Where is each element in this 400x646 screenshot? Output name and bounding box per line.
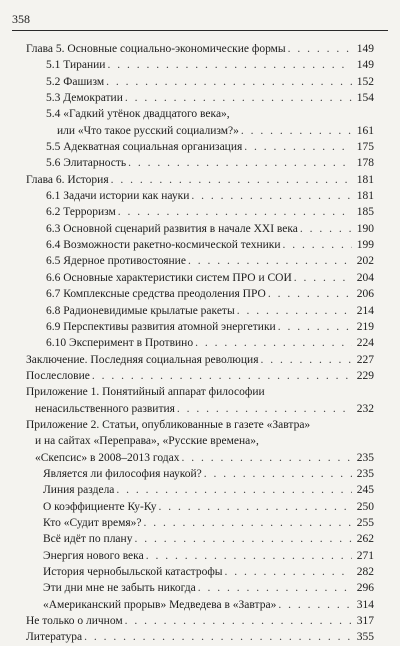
toc-entry-page: 245 [356, 484, 374, 497]
toc-entry-page: 185 [356, 206, 374, 219]
toc-dot-leader [107, 57, 352, 73]
header-rule [12, 30, 388, 31]
toc-entry-page: 229 [356, 369, 374, 382]
toc-entry [26, 482, 374, 498]
toc-dot-leader [288, 41, 352, 57]
toc-entry-page: 154 [356, 92, 374, 105]
toc-dot-leader [300, 221, 352, 237]
toc-entry [26, 123, 374, 139]
toc-entry-page: 317 [356, 615, 374, 628]
toc-entry-page: 255 [356, 516, 374, 529]
toc-entry-page: 206 [356, 288, 374, 301]
toc-entry-page: 181 [356, 173, 374, 186]
toc-entry-title: 6.2 Терроризм [46, 206, 116, 219]
toc-entry-title: 6.3 Основной сценарий развития в начале XXI века [46, 222, 298, 235]
toc-entry [26, 270, 374, 286]
toc-entry-page: 355 [356, 631, 374, 644]
toc-entry [26, 580, 374, 596]
toc-dot-leader [244, 139, 352, 155]
toc-entry [26, 433, 374, 449]
toc-entry-title: Заключение. Последняя социальная революция [26, 353, 259, 366]
toc-dot-leader [204, 466, 352, 482]
toc-entry-page: 202 [356, 255, 374, 268]
toc-entry-page: 235 [356, 451, 374, 464]
toc-entry-title: 5.5 Адекватная социальная организация [46, 141, 243, 154]
toc-dot-leader [195, 335, 352, 351]
toc-entry-title: 5.6 Элитарность [46, 157, 127, 170]
toc-entry-title: История чернобыльской катастрофы [43, 566, 223, 578]
toc-entry-title: 6.4 Возможности ракетно-космической техники [46, 239, 281, 252]
toc-dot-leader [125, 613, 352, 629]
toc-entry [26, 90, 374, 106]
toc-entry [26, 237, 374, 253]
toc-entry-title: 6.7 Комплексные средства преодоления ПРО [46, 288, 266, 301]
toc-entry-page: 149 [356, 43, 374, 55]
toc-dot-leader [191, 188, 352, 204]
toc-dot-leader [237, 303, 352, 319]
toc-dot-leader [294, 270, 352, 286]
toc-entry [26, 303, 374, 319]
toc-dot-leader [278, 597, 352, 613]
toc-entry [26, 417, 374, 433]
toc-entry-page: 282 [356, 566, 374, 578]
toc-dot-leader [134, 531, 352, 547]
toc-entry-page: 199 [356, 239, 374, 252]
toc-entry-title: 5.3 Демократии [46, 92, 123, 105]
toc-entry [26, 319, 374, 335]
toc-entry [26, 253, 374, 269]
toc-entry-title: Линия раздела [43, 484, 115, 497]
toc-entry [26, 352, 374, 368]
toc-entry [26, 139, 374, 155]
toc-entry-title: 6.9 Перспективы развития атомной энергетики [46, 320, 276, 333]
toc-entry-title: Приложение 2. Статьи, опубликованные в газете «Завтра» [26, 418, 311, 431]
toc-entry-title: 6.10 Эксперимент в Протвино [46, 337, 194, 350]
toc-entry-title: Эти дни мне не забыть никогда [43, 582, 196, 595]
toc-dot-leader [268, 286, 352, 302]
toc-entry-title: 6.6 Основные характеристики систем ПРО и СОИ [46, 271, 292, 284]
toc-entry-page: 214 [356, 304, 374, 317]
toc-entry-title: 6.5 Ядерное противостояние [46, 255, 186, 268]
toc-entry-title: и на сайтах «Переправа», «Русские времена», [35, 435, 259, 448]
toc-entry-page: 219 [356, 320, 374, 333]
toc-entry [26, 613, 374, 629]
toc-dot-leader [106, 74, 352, 90]
toc-entry [26, 221, 374, 237]
toc-entry [26, 204, 374, 220]
toc-entry [26, 466, 374, 482]
toc-entry [26, 188, 374, 204]
toc-dot-leader [92, 368, 352, 384]
toc-entry-title: или «Что такое русский социализм?» [57, 124, 239, 137]
toc-dot-leader [144, 515, 352, 531]
toc-entry [26, 499, 374, 515]
toc-dot-leader [177, 401, 352, 417]
toc-entry-title: 5.4 «Гадкий утёнок двадцатого века», [46, 108, 230, 121]
toc-entry-title: ненасильственного развития [35, 402, 175, 415]
toc-entry-page: 175 [356, 141, 374, 154]
toc-entry [26, 368, 374, 384]
toc-entry-title: Не только о личном [26, 615, 123, 628]
toc-entry [26, 515, 374, 531]
toc-entry [26, 286, 374, 302]
toc-entry [26, 531, 374, 547]
toc-entry-title: Приложение 1. Понятийный аппарат философии [26, 386, 265, 399]
toc-entry-page: 235 [356, 467, 374, 480]
toc-entry [26, 401, 374, 417]
toc-entry-title: «Американский прорыв» Медведева в «Завтра» [43, 598, 277, 611]
toc-entry-page: 224 [356, 337, 374, 350]
toc-dot-leader [118, 204, 352, 220]
toc-entry-page: 190 [356, 222, 374, 235]
toc-dot-leader [128, 155, 352, 171]
toc-entry-title: 5.1 Тирании [46, 59, 106, 72]
toc-entry-page: 152 [356, 75, 374, 88]
toc-entry [26, 74, 374, 90]
toc-entry-page: 232 [356, 402, 374, 415]
toc-entry [26, 155, 374, 171]
toc-dot-leader [278, 319, 352, 335]
toc-entry-page: 149 [356, 59, 374, 72]
toc-dot-leader [111, 172, 352, 188]
toc-entry-title: Глава 5. Основные социально-экономические формы [26, 43, 286, 55]
toc-entry-page: 271 [356, 549, 374, 562]
toc-entry-page: 178 [356, 157, 374, 170]
toc-dot-leader [84, 629, 352, 645]
toc-entry-title: «Скепсис» в 2008–2013 годах [35, 451, 180, 464]
toc-entry [26, 335, 374, 351]
toc-entry-page: 296 [356, 582, 374, 595]
toc-entry [26, 548, 374, 564]
toc-dot-leader [261, 352, 353, 368]
table-of-contents [26, 41, 374, 646]
toc-entry [26, 172, 374, 188]
toc-entry-title: Энергия нового века [43, 549, 144, 562]
toc-entry-page: 262 [356, 533, 374, 546]
toc-entry-page: 204 [356, 271, 374, 284]
toc-entry-title: Литература [26, 631, 83, 644]
toc-entry-title: Послесловие [26, 369, 90, 382]
toc-entry-title: Всё идёт по плану [43, 533, 133, 546]
toc-entry-page: 161 [356, 124, 374, 137]
toc-entry-title: О коэффициенте Ку-Ку [43, 500, 157, 513]
toc-dot-leader [125, 90, 352, 106]
toc-dot-leader [116, 482, 352, 498]
toc-entry [26, 564, 374, 580]
toc-entry [26, 106, 374, 122]
toc-entry-page: 314 [356, 598, 374, 611]
toc-dot-leader [146, 548, 352, 564]
toc-entry [26, 450, 374, 466]
toc-entry [26, 384, 374, 400]
toc-dot-leader [181, 450, 352, 466]
toc-entry-page: 250 [356, 500, 374, 513]
toc-entry [26, 597, 374, 613]
toc-entry [26, 41, 374, 57]
toc-entry-title: 6.8 Радионевидимые крылатые ракеты [46, 304, 235, 317]
toc-entry-title: 6.1 Задачи истории как науки [46, 190, 190, 203]
toc-entry [26, 629, 374, 645]
toc-dot-leader [225, 564, 352, 580]
toc-entry-title: Кто «Судит время»? [43, 516, 142, 529]
toc-entry-title: Глава 6. История [26, 173, 109, 186]
toc-entry-title: 5.2 Фашизм [46, 75, 105, 88]
toc-dot-leader [198, 580, 352, 596]
toc-entry-page: 181 [356, 190, 374, 203]
toc-dot-leader [188, 253, 352, 269]
toc-dot-leader [283, 237, 352, 253]
toc-entry-title: Является ли философия наукой? [43, 467, 202, 480]
toc-dot-leader [241, 123, 352, 139]
toc-entry [26, 57, 374, 73]
page-number: 358 [12, 12, 30, 26]
toc-entry-page: 227 [356, 353, 374, 366]
toc-dot-leader [158, 499, 352, 515]
